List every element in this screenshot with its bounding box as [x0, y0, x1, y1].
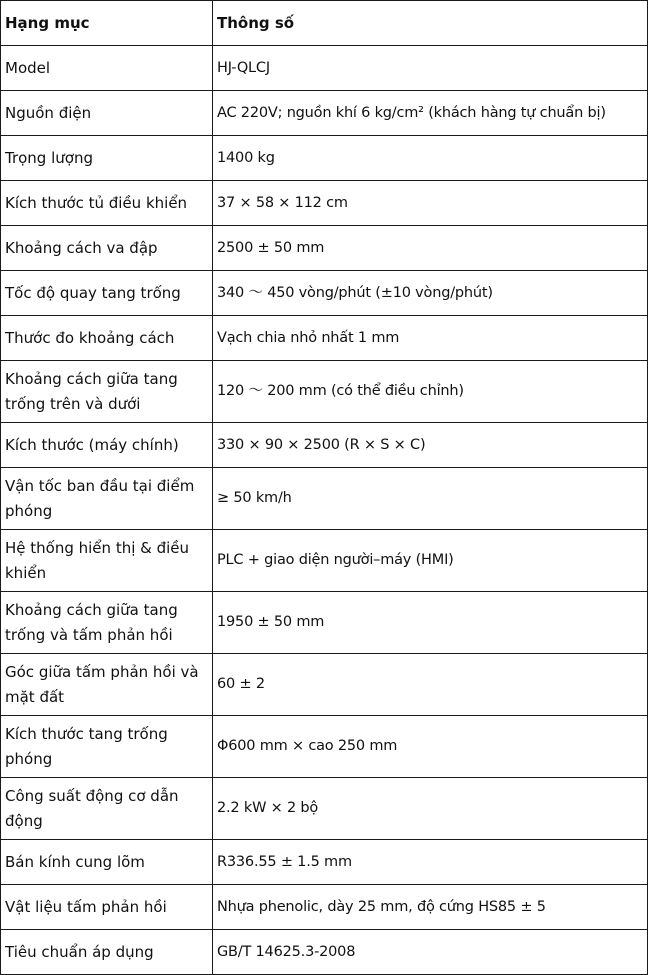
table-row	[1, 592, 648, 654]
row-value: 330 × 90 × 2500 (R × S × C)	[213, 423, 648, 468]
row-label: Tốc độ quay tang trống	[1, 271, 213, 316]
table-row	[1, 181, 648, 226]
row-value: AC 220V; nguồn khí 6 kg/cm² (khách hàng tự chuẩn bị)	[213, 91, 648, 136]
row-label: Khoảng cách giữa tang trống trên và dưới	[1, 361, 213, 423]
row-value: 37 × 58 × 112 cm	[213, 181, 648, 226]
table-row	[1, 716, 648, 778]
table-row	[1, 46, 648, 91]
row-value: 1400 kg	[213, 136, 648, 181]
row-label: Góc giữa tấm phản hồi và mặt đất	[1, 654, 213, 716]
row-value: 60 ± 2	[213, 654, 648, 716]
row-label: Bán kính cung lõm	[1, 840, 213, 885]
table-row	[1, 930, 648, 975]
row-label: Thước đo khoảng cách	[1, 316, 213, 361]
table-row	[1, 468, 648, 530]
row-label: Nguồn điện	[1, 91, 213, 136]
row-value: 2.2 kW × 2 bộ	[213, 778, 648, 840]
row-label: Trọng lượng	[1, 136, 213, 181]
row-label: Hệ thống hiển thị & điều khiển	[1, 530, 213, 592]
row-value: 120 ～ 200 mm (có thể điều chỉnh)	[213, 361, 648, 423]
table-row	[1, 778, 648, 840]
row-label: Khoảng cách va đập	[1, 226, 213, 271]
row-value: Φ600 mm × cao 250 mm	[213, 716, 648, 778]
row-label: Khoảng cách giữa tang trống và tấm phản hồi	[1, 592, 213, 654]
table-row	[1, 271, 648, 316]
row-value: 340 ～ 450 vòng/phút (±10 vòng/phút)	[213, 271, 648, 316]
row-label: Vật liệu tấm phản hồi	[1, 885, 213, 930]
row-value: Vạch chia nhỏ nhất 1 mm	[213, 316, 648, 361]
table-row	[1, 91, 648, 136]
table-row	[1, 226, 648, 271]
row-value: PLC + giao diện người–máy (HMI)	[213, 530, 648, 592]
row-label: Kích thước (máy chính)	[1, 423, 213, 468]
row-value: HJ-QLCJ	[213, 46, 648, 91]
table-row	[1, 840, 648, 885]
table-header-row	[1, 1, 648, 46]
row-value: 2500 ± 50 mm	[213, 226, 648, 271]
header-spec: Thông số	[213, 1, 648, 46]
row-value: ≥ 50 km/h	[213, 468, 648, 530]
row-value: R336.55 ± 1.5 mm	[213, 840, 648, 885]
table-row	[1, 361, 648, 423]
row-label: Công suất động cơ dẫn động	[1, 778, 213, 840]
table-row	[1, 316, 648, 361]
table-row	[1, 530, 648, 592]
row-value: GB/T 14625.3-2008	[213, 930, 648, 975]
row-label: Kích thước tang trống phóng	[1, 716, 213, 778]
row-value: 1950 ± 50 mm	[213, 592, 648, 654]
table-row	[1, 136, 648, 181]
row-label: Model	[1, 46, 213, 91]
table-row	[1, 423, 648, 468]
row-value: Nhựa phenolic, dày 25 mm, độ cứng HS85 ± 5	[213, 885, 648, 930]
header-item: Hạng mục	[1, 1, 213, 46]
table-row	[1, 885, 648, 930]
row-label: Kích thước tủ điều khiển	[1, 181, 213, 226]
row-label: Vận tốc ban đầu tại điểm phóng	[1, 468, 213, 530]
table-row	[1, 654, 648, 716]
row-label: Tiêu chuẩn áp dụng	[1, 930, 213, 975]
